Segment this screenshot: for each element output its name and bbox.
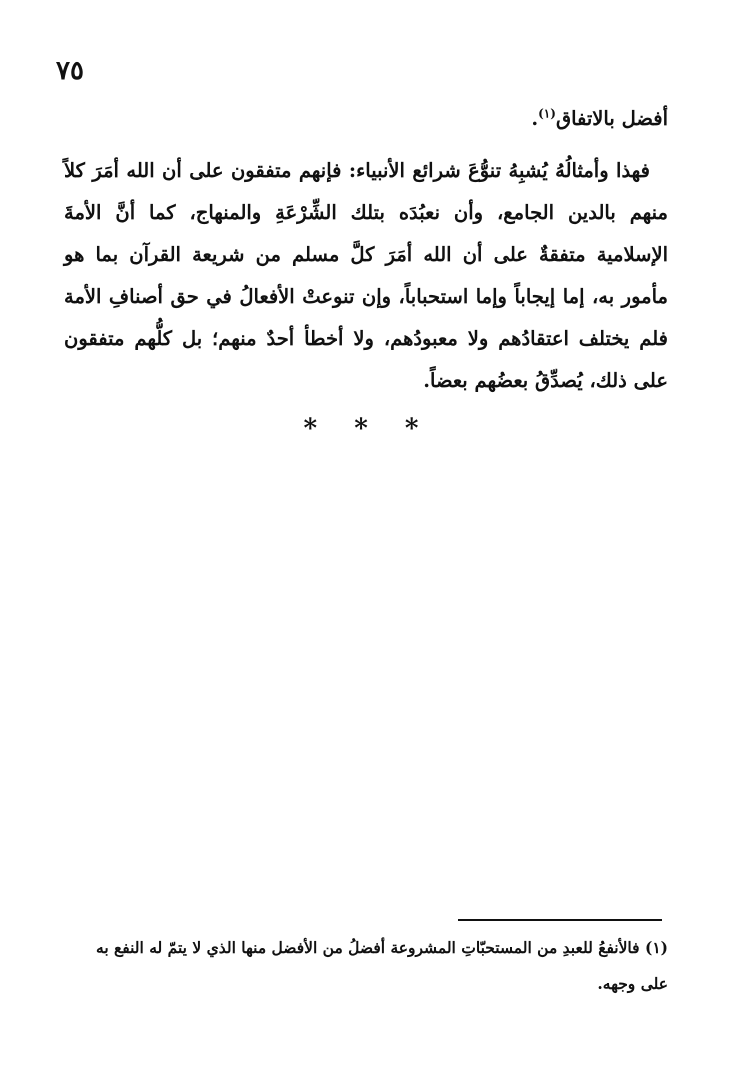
section-separator: * * * [303,414,433,444]
body-text [64,98,668,402]
footnote-item [64,930,668,1002]
opening-line [64,98,668,140]
footnote-marker: (١) [538,106,556,121]
main-paragraph: فهذا وأمثالُهُ يُشبِهُ تنوُّعَ شرائع الأنبياء: فإنهم متفقون على أن الله أمَرَ كلاً منهم بالدين الجامع، وأن نعبُدَه بتلك الشِّرْعَةِ والمنهاج، كما أنَّ الأمةَ الإسلامية متفقةٌ على أن الله أمَرَ كلَّ مسلم من شريعة القرآن بما هو مأمور به، إما إيجاباً وإما استحباباً، وإن تنوعتْ الأفعالُ في حق أصنافِ الأمة فلم يختلف اعتقادُهم ولا معبودُهم، ولا أخطأ أحدٌ منهم؛ بل كلُّهم متفقون على ذلك، يُصدِّقُ بعضُهم بعضاً. [64,159,668,392]
footnote-text: فالأنفعُ للعبدِ من المستحبّاتِ المشروعة أفضلُ من الأفضل منها الذي لا يتمّ له النفع به على وجهه. [96,938,668,993]
opening-line-text: أفضل بالاتفاق [555,107,668,130]
footnote-number: (١) [644,938,668,957]
footnotes [64,930,668,1002]
page-number: ٧٥ [56,56,84,86]
opening-line-period: . [531,107,539,130]
footnote-divider [458,919,662,921]
